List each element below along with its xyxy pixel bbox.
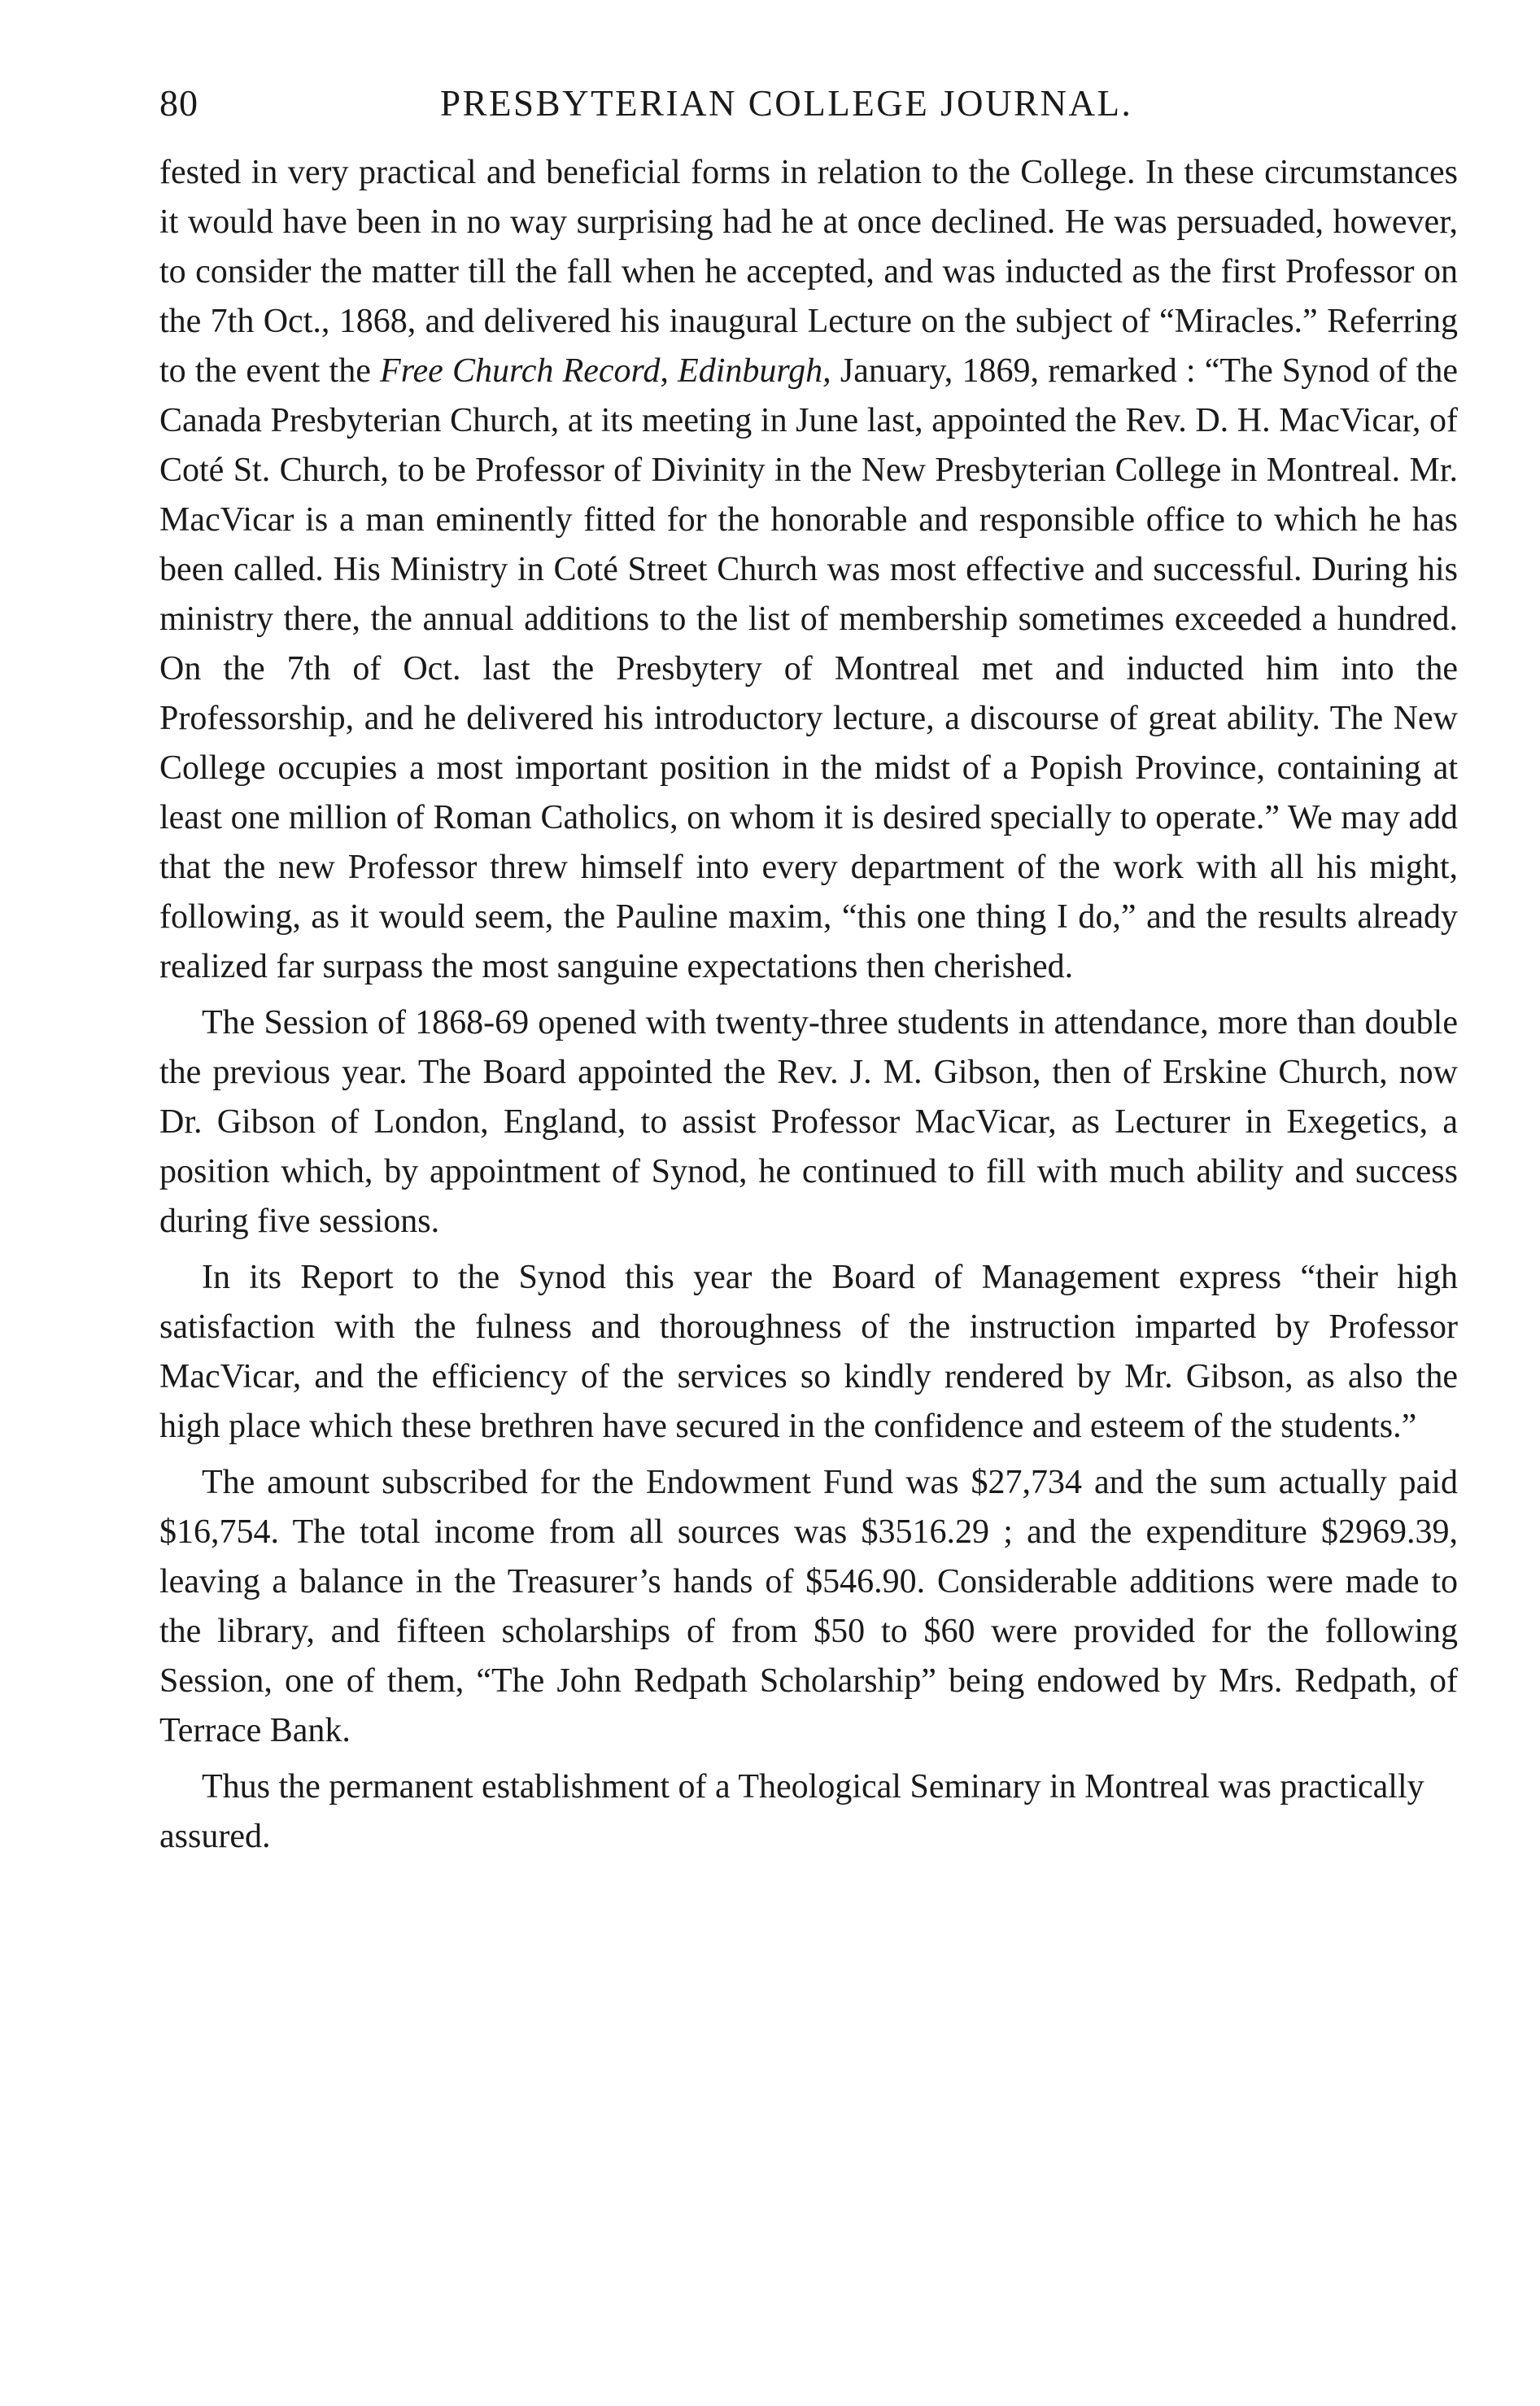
running-head xyxy=(159,75,1458,132)
paragraph-conclusion: Thus the permanent establishment of a Theological Seminary in Montreal was practically assured. xyxy=(159,1768,1424,1855)
paragraph-continuation xyxy=(159,148,1458,992)
paragraph-text: January, 1869, remarked : “The Synod of the Canada Presbyterian Church, at its meeting in June last, appointed the Rev. D. H. MacVicar, of Coté St. Church, to be Professor of Divinity in the New Presbyterian College in Montreal. Mr. MacVicar is a man eminently fitted for the honorable and responsible office to which he has been called. His Ministry in Coté Street Church was most effective and successful. During his ministry there, the annual additions to the list of membership sometimes exceeded a hundred. On the 7th of Oct. last the Presbytery of Montreal met and inducted him into the Professorship, and he delivered his introductory lecture, a discourse of great ability. The New College occupies a most important position in the midst of a Popish Province, containing at least one million of Roman Catholics, on whom it is desired specially to operate.” We may add that the new Professor threw himself into every department of the work with all his might, following, as it would seem, the Pauline maxim, “this one thing I do,” and the results already realized far surpass the most sanguine expectations then cherished. xyxy=(159,352,1458,985)
page-number: 80 xyxy=(159,82,198,124)
article-body xyxy=(159,148,1458,1868)
paragraph-report: In its Report to the Synod this year the Board of Management express “their high satisfaction with the fulness and thoroughness of the instruction imparted by Professor MacVicar, and the efficiency of the services so kindly rendered by Mr. Gibson, as also the high place which these brethren have secured in the confidence and esteem of the students.” xyxy=(159,1259,1458,1445)
journal-title: PRESBYTERIAN COLLEGE JOURNAL. xyxy=(440,83,1133,124)
paragraph-text: fested in very practical and beneficial forms in relation to the College. In these circumstances it would have been in no way surprising had he at once declined. He was persuaded, however, to consider the matter till the fall when he accepted, and was inducted as the first Professor on the 7th Oct., 1868, and delivered his inaugural Lecture on the subject of “Miracles.” Referring to the event the xyxy=(159,154,1458,390)
paragraph-session: The Session of 1868-69 opened with twenty-three students in attendance, more than double the previous year. The Board appointed the Rev. J. M. Gibson, then of Erskine Church, now Dr. Gibson of London, England, to assist Professor MacVicar, as Lecturer in Exegetics, a position which, by appointment of Synod, he continued to fill with much ability and success during five sessions. xyxy=(159,1004,1458,1240)
paragraph-finances: The amount subscribed for the Endowment Fund was $27,734 and the sum actually paid $16,754. The total income from all sources was $3516.29 ; and the expenditure $2969.39, leaving a balance in the Treasurer’s hands of $546.90. Considerable additions were made to the library, and fifteen scholarships of from $50 to $60 were provided for the following Session, one of them, “The John Redpath Scholarship” being endowed by Mrs. Redpath, of Terrace Bank. xyxy=(159,1464,1458,1749)
publication-title: Free Church Record, Edinburgh, xyxy=(380,352,831,390)
